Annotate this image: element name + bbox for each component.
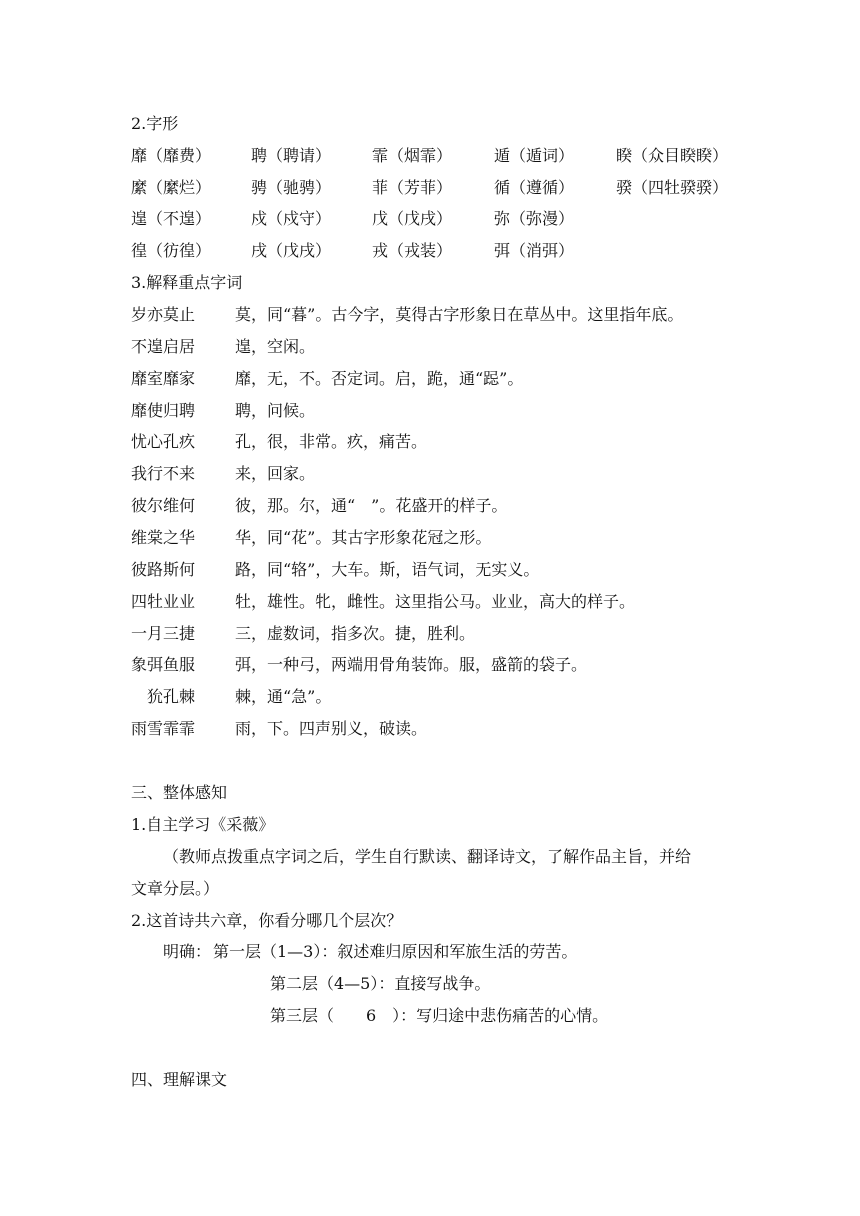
vocab-explanation: 棘，通“急”。 bbox=[235, 687, 332, 706]
vocab-explanation: 靡，无，不。否定词。启，跪，通“跽”。 bbox=[235, 369, 524, 388]
part-heading-overview: 三、整体感知 bbox=[131, 783, 228, 802]
subheading-layers-question: 2.这首诗共六章，你看分哪几个层次？ bbox=[131, 911, 403, 930]
vocab-term: 彼路斯何 bbox=[131, 560, 196, 579]
vocab-explanation: 聘，问候。 bbox=[235, 401, 316, 420]
teacher-note-line-1: （教师点拨重点字词之后，学生自行默读、翻译诗文，了解作品主旨，并给 bbox=[163, 847, 692, 866]
vocab-explanation: 牡，雄性。牝，雌性。这里指公马。业业，高大的样子。 bbox=[235, 592, 636, 611]
vocab-explanation: 路，同“辂”，大车。斯，语气词，无实义。 bbox=[235, 560, 540, 579]
vocab-explanation: 孔，很，非常。疚，痛苦。 bbox=[235, 432, 428, 451]
glyph-cell: 骋（驰骋） bbox=[251, 178, 332, 197]
glyph-cell: 戊（戊戌） bbox=[372, 209, 453, 228]
vocab-term: 维棠之华 bbox=[131, 528, 196, 547]
glyph-cell: 縻（縻烂） bbox=[131, 178, 212, 197]
glyph-cell: 靡（靡费） bbox=[131, 146, 212, 165]
glyph-cell: 遁（遁词） bbox=[494, 146, 575, 165]
layer-3: 第三层（ 6 ）：写归途中悲伤痛苦的心情。 bbox=[270, 1006, 609, 1025]
glyph-cell: 戌（戊戌） bbox=[251, 241, 332, 260]
vocab-term: 雨雪霏霏 bbox=[131, 719, 196, 738]
glyph-cell: 弭（消弭） bbox=[494, 241, 575, 260]
vocab-term: 四牡业业 bbox=[131, 592, 196, 611]
vocab-explanation: 莫，同“暮”。古今字，莫得古字形象日在草丛中。这里指年底。 bbox=[235, 305, 684, 324]
vocab-term: 象弭鱼服 bbox=[131, 655, 196, 674]
vocab-term: 不遑启居 bbox=[131, 337, 196, 356]
clarify-label: 明确： bbox=[163, 942, 212, 961]
vocab-explanation: 彼，那。尔，通“ ”。花盛开的样子。 bbox=[235, 496, 508, 515]
vocab-explanation: 来，回家。 bbox=[235, 464, 316, 483]
vocab-explanation: 三，虚数词，指多次。捷，胜利。 bbox=[235, 624, 476, 643]
vocab-term: 一月三捷 bbox=[131, 624, 196, 643]
layer-1: 第一层（1—3）：叙述难归原因和军旅生活的劳苦。 bbox=[213, 942, 578, 961]
teacher-note-line-2: 文章分层。） bbox=[131, 879, 220, 898]
glyph-cell: 戎（戎装） bbox=[372, 241, 453, 260]
vocab-explanation: 雨，下。四声别义，破读。 bbox=[235, 719, 428, 738]
vocab-term: 忧心孔疚 bbox=[131, 432, 196, 451]
glyph-cell: 菲（芳菲） bbox=[372, 178, 453, 197]
section-heading-glyphs: 2.字形 bbox=[131, 114, 179, 133]
vocab-explanation: 弭，一种弓，两端用骨角装饰。服，盛箭的袋子。 bbox=[235, 655, 588, 674]
glyph-cell: 聘（聘请） bbox=[251, 146, 332, 165]
vocab-explanation: 遑，空闲。 bbox=[235, 337, 316, 356]
glyph-cell: 循（遵循） bbox=[494, 178, 575, 197]
subheading-self-study: 1.自主学习《采薇》 bbox=[131, 815, 275, 834]
part-heading-understand: 四、理解课文 bbox=[131, 1070, 228, 1089]
glyph-cell: 霏（烟霏） bbox=[372, 146, 453, 165]
layer-2: 第二层（4—5）：直接写战争。 bbox=[270, 974, 491, 993]
glyph-cell: 骙（四牡骙骙） bbox=[616, 178, 729, 197]
vocab-term: 我行不来 bbox=[131, 464, 196, 483]
glyph-cell: 徨（彷徨） bbox=[131, 241, 212, 260]
glyph-cell: 戍（戍守） bbox=[251, 209, 332, 228]
vocab-term: 靡室靡家 bbox=[131, 369, 196, 388]
vocab-term: 狁孔棘 bbox=[131, 687, 196, 706]
vocab-term: 岁亦莫止 bbox=[131, 305, 196, 324]
vocab-term: 彼尔维何 bbox=[131, 496, 196, 515]
vocab-explanation: 华，同“花”。其古字形象花冠之形。 bbox=[235, 528, 492, 547]
glyph-cell: 遑（不遑） bbox=[131, 209, 212, 228]
section-heading-vocab: 3.解释重点字词 bbox=[131, 273, 243, 292]
glyph-cell: 睽（众目睽睽） bbox=[616, 146, 729, 165]
glyph-cell: 弥（弥漫） bbox=[494, 209, 575, 228]
vocab-term: 靡使归聘 bbox=[131, 401, 196, 420]
